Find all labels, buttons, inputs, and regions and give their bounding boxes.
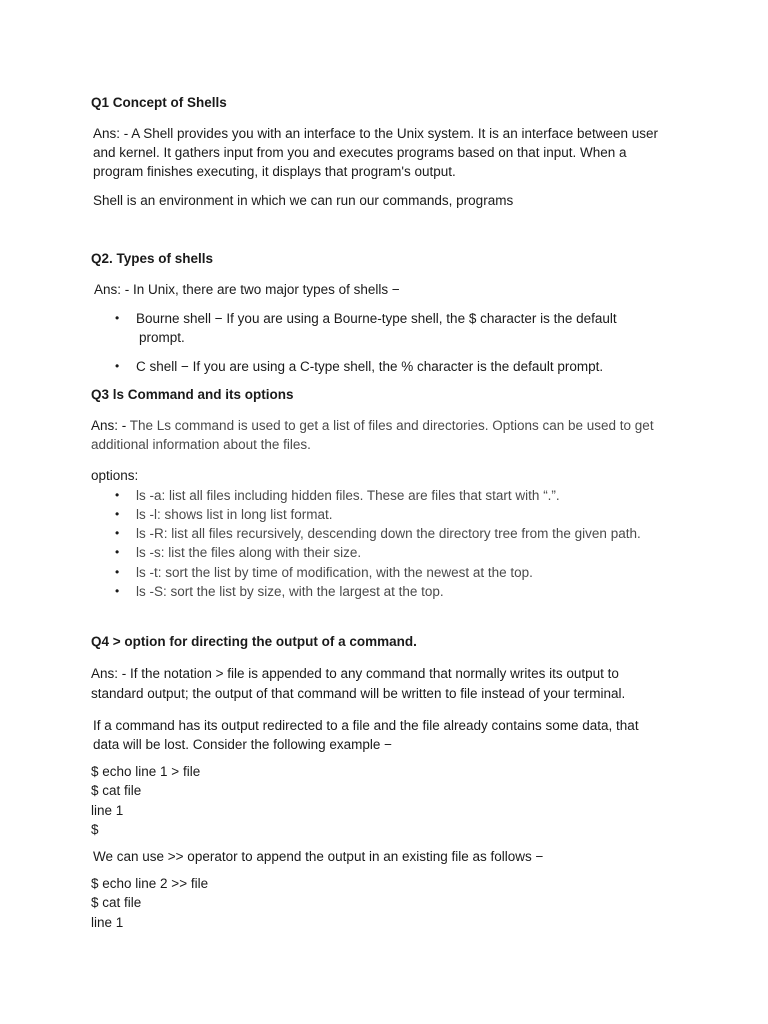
q4-example-2-line-3: line 1	[91, 915, 124, 930]
bullet-icon: •	[115, 488, 120, 502]
q3-options-label: options:	[91, 468, 139, 483]
q4-example-1-line-3: line 1	[91, 803, 124, 818]
q3-answer-line-1	[91, 416, 654, 435]
q4-example-1-line-1: $ echo line 1 > file	[91, 764, 201, 779]
q1-answer-line-3: program finishes executing, it displays that program's output.	[93, 164, 456, 179]
q1-answer-line-2: and kernel. It gathers input from you and executes programs based on that input. When a	[93, 145, 627, 160]
bullet-icon: •	[115, 359, 120, 373]
q4-paragraph-line-1: If a command has its output redirected to a file and the file already contains some data, that	[93, 718, 639, 733]
q2-bullet-1-line-2: prompt.	[139, 330, 185, 345]
q3-answer-prefix: Ans: -	[91, 418, 130, 433]
q4-example-2-line-2: $ cat file	[91, 895, 142, 910]
q3-option-l: ls -l: shows list in long list format.	[136, 507, 333, 522]
q3-answer-line-2: additional information about the files.	[91, 437, 311, 452]
q4-heading: Q4 > option for directing the output of a command.	[91, 634, 417, 649]
bullet-icon: •	[115, 526, 120, 540]
q3-answer-text: The Ls command is used to get a list of files and directories. Options can be used to get	[129, 418, 654, 433]
q4-answer-line-1: Ans: - If the notation > file is appended to any command that normally writes its output to	[91, 666, 619, 681]
q3-option-a: ls -a: list all files including hidden files. These are files that start with “.”.	[136, 488, 560, 503]
q3-option-R: ls -R: list all files recursively, descending down the directory tree from the given path.	[136, 526, 641, 541]
bullet-icon: •	[115, 545, 120, 559]
q4-example-2-line-1: $ echo line 2 >> file	[91, 876, 209, 891]
q3-option-S: ls -S: sort the list by size, with the largest at the top.	[136, 584, 444, 599]
q4-answer-line-2: standard output; the output of that command will be written to file instead of your terminal.	[91, 686, 626, 701]
q1-answer-line-1: Ans: - A Shell provides you with an interface to the Unix system. It is an interface between user	[93, 126, 659, 141]
q3-option-t: ls -t: sort the list by time of modification, with the newest at the top.	[136, 565, 533, 580]
q2-answer: Ans: - In Unix, there are two major types of shells −	[94, 282, 400, 297]
q2-heading: Q2. Types of shells	[91, 251, 214, 266]
q4-example-1-line-2: $ cat file	[91, 783, 142, 798]
q4-append-text: We can use >> operator to append the output in an existing file as follows −	[93, 849, 544, 864]
bullet-icon: •	[115, 507, 120, 521]
q4-example-1-line-4: $	[91, 822, 99, 837]
q2-bullet-2: C shell − If you are using a C-type shell, the % character is the default prompt.	[136, 359, 604, 374]
q3-option-s: ls -s: list the files along with their size.	[136, 545, 362, 560]
bullet-icon: •	[115, 584, 120, 598]
q1-heading: Q1 Concept of Shells	[91, 95, 227, 110]
q3-heading: Q3 ls Command and its options	[91, 387, 294, 402]
q4-paragraph-line-2: data will be lost. Consider the following example −	[93, 737, 393, 752]
bullet-icon: •	[115, 311, 120, 325]
bullet-icon: •	[115, 565, 120, 579]
q2-bullet-1-line-1: Bourne shell − If you are using a Bourne-type shell, the $ character is the default	[136, 311, 617, 326]
q1-note: Shell is an environment in which we can run our commands, programs	[93, 193, 514, 208]
